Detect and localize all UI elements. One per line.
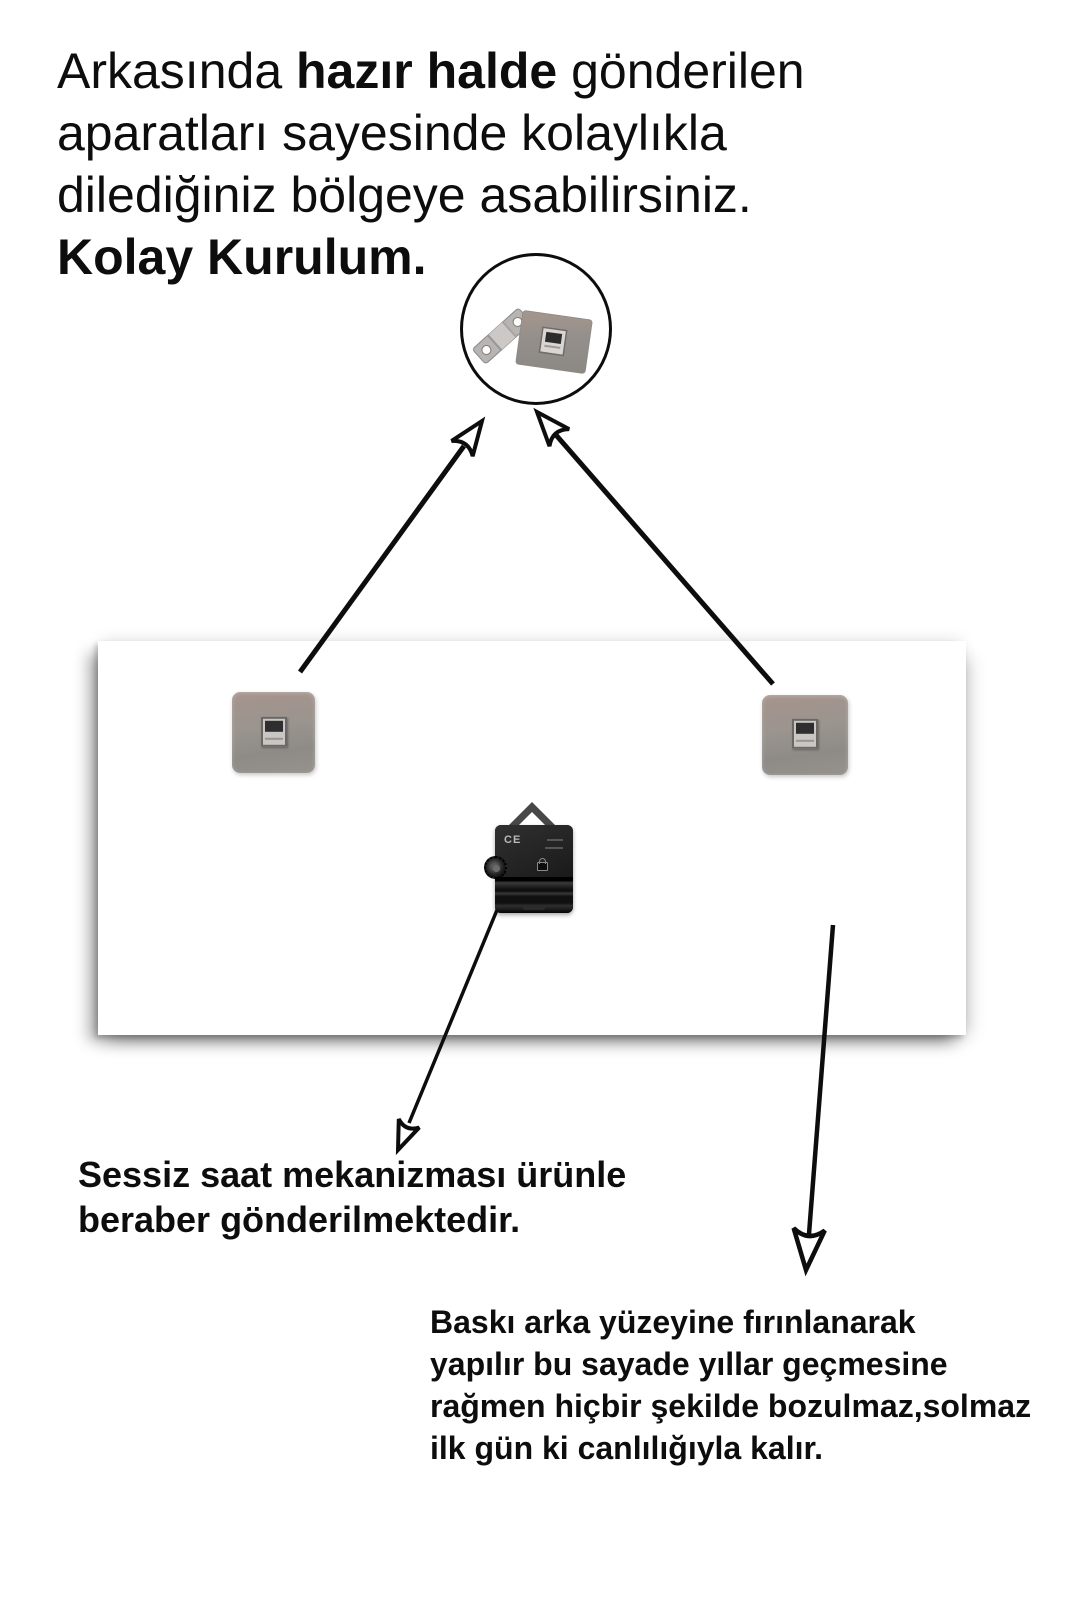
- bracket-slot: [265, 720, 283, 731]
- intro-line-1-post: gönderilen: [557, 43, 805, 99]
- mechanism-body: [495, 825, 573, 913]
- battery-tab: [523, 905, 545, 910]
- bracket-rib: [796, 740, 814, 742]
- intro-line-1-pre: Arkasında: [57, 43, 297, 99]
- print-note-line-3: rağmen hiçbir şekilde bozulmaz,solmaz: [430, 1388, 1032, 1424]
- print-note-line-2: yapılır bu sayade yıllar geçmesine: [430, 1346, 948, 1382]
- intro-line-3: dilediğiniz bölgeye asabilirsiniz.: [57, 167, 752, 223]
- mechanism-note-line-2: beraber gönderilmektedir.: [78, 1199, 521, 1240]
- intro-text: [57, 40, 805, 288]
- print-note-line-1: Baskı arka yüzeyine fırınlanarak: [430, 1304, 916, 1340]
- arrowhead-mechanism-note: [388, 1119, 419, 1154]
- print-note: [430, 1301, 1031, 1469]
- arrowhead-right-to-circle: [527, 403, 569, 446]
- intro-line-1-bold: hazır halde: [296, 43, 558, 99]
- adhesive-plate-icon: [516, 310, 593, 373]
- mechanism-marking: [547, 839, 563, 841]
- lock-icon: [537, 862, 548, 871]
- clock-mechanism: [495, 800, 573, 913]
- gear-core: [493, 865, 500, 872]
- mounting-bracket-icon: [261, 716, 287, 746]
- print-note-line-4: ilk gün ki canlılığıyla kalır.: [430, 1430, 824, 1466]
- battery-compartment: [495, 877, 573, 913]
- mechanism-note: [78, 1152, 626, 1242]
- intro-line-4: Kolay Kurulum.: [57, 229, 427, 285]
- hardware-photo: [463, 256, 609, 402]
- arrowhead-left-to-circle: [452, 413, 493, 456]
- time-set-gear-dial: [484, 856, 507, 879]
- mechanism-marking: [545, 847, 563, 849]
- ce-mark: CE: [504, 834, 522, 846]
- intro-line-1: [57, 40, 805, 102]
- mounting-plate-right: [762, 695, 848, 775]
- bracket-rib: [265, 737, 283, 739]
- mounting-plate-left: [232, 692, 315, 773]
- hardware-detail-circle: [460, 253, 612, 405]
- mechanism-face: [495, 825, 573, 877]
- mechanism-note-line-1: Sessiz saat mekanizması ürünle: [78, 1154, 627, 1195]
- mounting-bracket-icon: [792, 719, 818, 749]
- bracket-slot: [796, 723, 814, 734]
- arrow-line-left-plate-to-circle: [300, 446, 464, 672]
- intro-line-2: aparatları sayesinde kolaylıkla: [57, 105, 727, 161]
- arrowhead-print-note: [790, 1228, 824, 1271]
